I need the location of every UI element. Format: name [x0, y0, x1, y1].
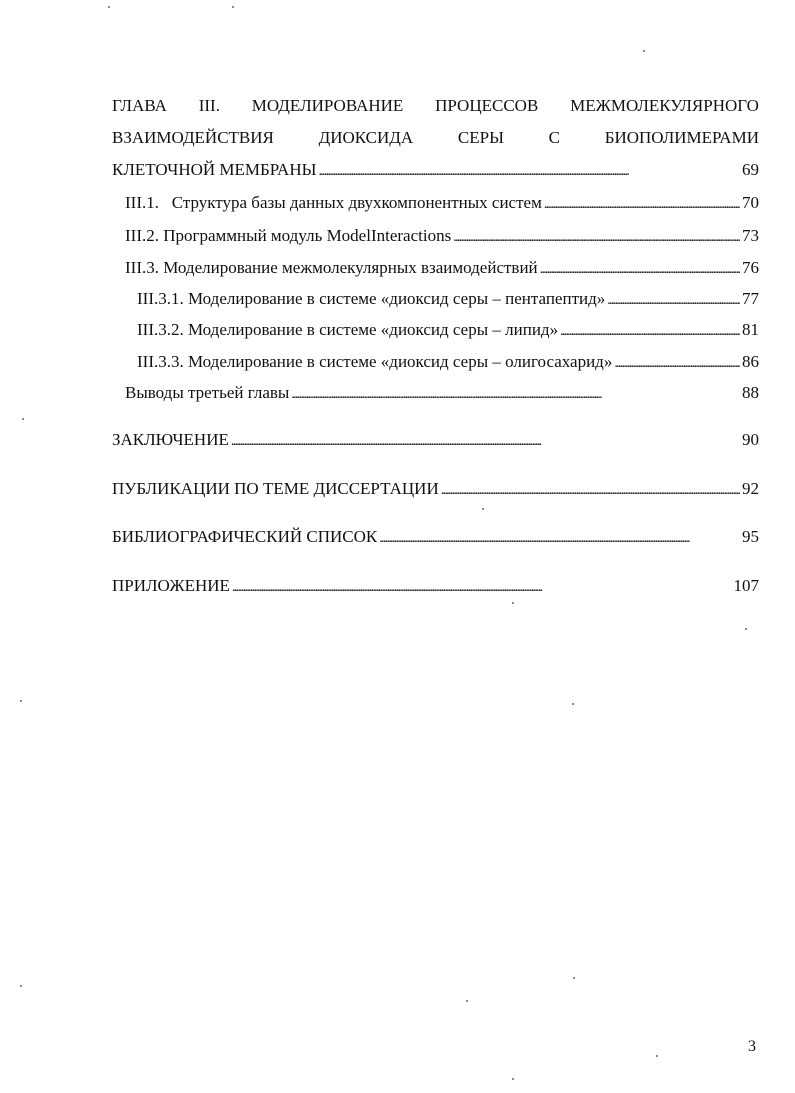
scan-speck [573, 977, 575, 979]
dot-leader [291, 383, 740, 400]
scan-speck [466, 1000, 468, 1002]
dot-leader [540, 258, 740, 275]
toc-page-number: 88 [742, 383, 759, 402]
toc-entry [125, 193, 759, 213]
toc-entry [112, 527, 759, 547]
toc-page-number: 76 [742, 258, 759, 277]
toc-page-number: 92 [742, 479, 759, 498]
scan-speck [512, 1078, 514, 1080]
toc-entry-title: III.3.2. Моделирование в системе «диоксид серы – липид» [137, 320, 559, 339]
scan-speck [572, 703, 574, 705]
dot-leader [441, 479, 740, 496]
toc-entry-title: III.3.1. Моделирование в системе «диоксид серы – пентапептид» [137, 289, 606, 308]
heading-word: С [548, 128, 560, 147]
dot-leader [232, 576, 732, 593]
toc-entry [125, 258, 759, 278]
scan-speck [512, 602, 514, 604]
toc-entry [112, 430, 759, 450]
toc-entry [137, 352, 759, 372]
scan-speck [20, 700, 22, 702]
chapter-heading-line-1 [112, 96, 759, 116]
toc-page-number: 73 [742, 226, 759, 245]
toc-entry-title: ЗАКЛЮЧЕНИЕ [112, 430, 229, 449]
scan-speck [656, 1055, 658, 1057]
heading-word: МОДЕЛИРОВАНИЕ [251, 96, 404, 115]
toc-entry [112, 576, 759, 596]
dot-leader [453, 226, 740, 243]
heading-word: ПРОЦЕССОВ [435, 96, 539, 115]
toc-entry-title: III.2. Программный модуль ModelInteractions [125, 226, 452, 245]
toc-entry-title: III.1. Структура базы данных двухкомпонентных систем [125, 193, 542, 212]
scan-speck [482, 508, 484, 510]
heading-word: МЕЖМОЛЕКУЛЯРНОГО [570, 96, 759, 115]
toc-entry [137, 289, 759, 309]
toc-entry-title: III.3.3. Моделирование в системе «диоксид серы – олигосахарид» [137, 352, 613, 371]
heading-word: БИОПОЛИМЕРАМИ [604, 128, 759, 147]
heading-word: III. [198, 96, 220, 115]
scan-speck [232, 6, 234, 8]
toc-entry [137, 320, 759, 340]
scan-speck [22, 418, 24, 420]
page-number: 3 [748, 1038, 756, 1055]
scan-speck [20, 985, 22, 987]
toc-entry-title: БИБЛИОГРАФИЧЕСКИЙ СПИСОК [112, 527, 378, 546]
dot-leader [231, 430, 740, 447]
dot-leader [379, 527, 740, 544]
heading-word: ДИОКСИДА [318, 128, 414, 147]
heading-word: ВЗАИМОДЕЙСТВИЯ [112, 128, 274, 147]
scan-speck [643, 50, 645, 52]
chapter-heading-line-3 [112, 160, 759, 180]
chapter-heading-line-2 [112, 128, 759, 148]
dot-leader [607, 289, 740, 306]
dot-leader [318, 160, 740, 177]
dot-leader [544, 193, 740, 210]
dot-leader [560, 320, 740, 337]
toc-entry-title: ПУБЛИКАЦИИ ПО ТЕМЕ ДИССЕРТАЦИИ [112, 479, 439, 498]
dot-leader [614, 352, 740, 369]
toc-entry-title: ПРИЛОЖЕНИЕ [112, 576, 230, 595]
toc-page-number: 107 [733, 576, 759, 595]
toc-page-number: 95 [742, 527, 759, 546]
heading-word: ГЛАВА [112, 96, 167, 115]
toc-page-number: 81 [742, 320, 759, 339]
toc-entry [125, 383, 759, 403]
toc-entry [125, 226, 759, 246]
toc-page-number: 70 [742, 193, 759, 212]
toc-entry-title: III.3. Моделирование межмолекулярных взаимодействий [125, 258, 538, 277]
toc-entry-title: КЛЕТОЧНОЙ МЕМБРАНЫ [112, 160, 317, 179]
scan-speck [745, 628, 747, 630]
toc-page-number: 86 [742, 352, 759, 371]
toc-entry-title: Выводы третьей главы [125, 383, 290, 402]
toc-page-number: 77 [742, 289, 759, 308]
toc-page-number: 90 [742, 430, 759, 449]
scan-speck [108, 6, 110, 8]
toc-entry [112, 479, 759, 499]
heading-word: СЕРЫ [457, 128, 504, 147]
toc-page-number: 69 [742, 160, 759, 179]
